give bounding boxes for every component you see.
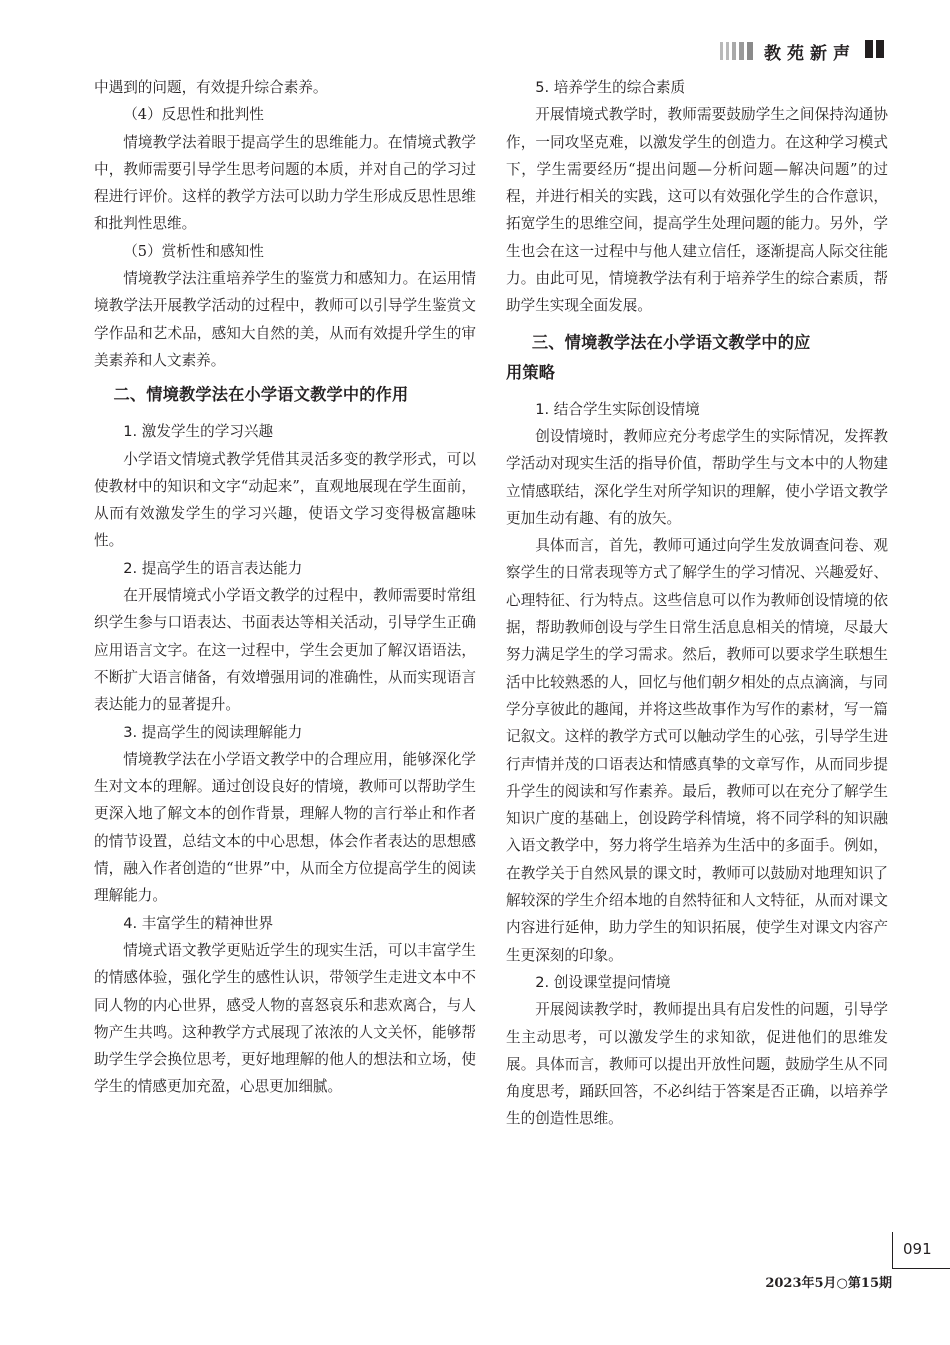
- subheading: 2. 提高学生的语言表达能力: [123, 559, 303, 577]
- subheading: 3. 提高学生的阅读理解能力: [123, 723, 303, 741]
- running-header: [720, 36, 884, 66]
- subheading: 2. 创设课堂提问情境: [535, 973, 671, 991]
- header-solid-bars: [862, 40, 884, 62]
- paragraph: 情境教学法注重培养学生的鉴赏力和感知力。在运用情境教学法开展教学活动的过程中，教师可以引导学生鉴赏文学作品和艺术品，感知大自然的美，从而有效提升学生的审美素养和人文素养。: [94, 270, 476, 369]
- page-number-box: [892, 1232, 950, 1269]
- paragraph: 小学语文情境式教学凭借其灵活多变的教学形式，可以使教材中的知识和文字“动起来”，直观地展现在学生面前，从而有效激发学生的学习兴趣，使语文学习变得极富趣味性。: [94, 450, 476, 550]
- section-heading-3-line1: 三、情境教学法在小学语文教学中的应: [531, 332, 811, 352]
- paragraph: 创设情境时，教师应充分考虑学生的实际情况，发挥教学活动对现实生活的指导价值，帮助学生与文本中的人物建立情感联结，深化学生对所学知识的理解，使小学语文教学更加生动有趣、有的放矢。: [506, 427, 888, 527]
- subheading: （4）反思性和批判性: [123, 106, 264, 124]
- paragraph: 中遇到的问题，有效提升综合素养。: [94, 79, 328, 96]
- paragraph: 情境式语文教学更贴近学生的现实生活，可以丰富学生的情感体验，强化学生的感性认识，带领学生走进文本中不同人物的内心世界，感受人物的喜怒哀乐和悲欢离合，与人物产生共鸣。这种教学方式展现了浓浓的人文关怀，能够帮助学生学会换位思考，更好地理解的他人的想法和立场，使学生的情感更加充盈，心思更加细腻。: [94, 941, 476, 1096]
- column-title: 教苑新声: [764, 43, 856, 64]
- subheading: 4. 丰富学生的精神世界: [123, 914, 274, 932]
- page-number: 091: [903, 1240, 932, 1258]
- subheading: 5. 培养学生的综合素质: [535, 79, 686, 96]
- header-gradient-bars: [720, 42, 756, 60]
- subheading: 1. 结合学生实际创设情境: [535, 400, 700, 418]
- subheading: 1. 激发学生的学习兴趣: [123, 423, 274, 441]
- paragraph: 情境教学法在小学语文教学中的合理应用，能够深化学生对文本的理解。通过创设良好的情境，教师可以帮助学生更深入地了解文本的创作背景，理解人物的言行举止和作者的情节设置，总结文本的中心思想，体会作者表达的思想感情，融入作者创造的“世界”中，从而全方位提高学生的阅读理解能力。: [94, 750, 476, 905]
- left-column: [94, 74, 476, 1101]
- section-heading-2: 二、情境教学法在小学语文教学中的作用: [113, 385, 409, 405]
- paragraph: 开展阅读教学时，教师提出具有启发性的问题，引导学生主动思考，可以激发学生的求知欲，促进他们的思维发展。具体而言，教师可以提出开放性问题，鼓励学生从不同角度思考，踊跃回答，不必纠结于答案是否正确，以培养学生的创造性思维。: [506, 1001, 888, 1128]
- paragraph: 在开展情境式小学语文教学的过程中，教师需要时常组织学生参与口语表达、书面表达等相关活动，引导学生正确应用语言文字。在这一过程中，学生会更加了解汉语语法，不断扩大语言储备，有效增强用词的准确性，从而实现语言表达能力的显著提升。: [94, 587, 476, 714]
- paragraph: 情境教学法着眼于提高学生的思维能力。在情境式教学中，教师需要引导学生思考问题的本质，并对自己的学习过程进行评价。这样的教学方法可以助力学生形成反思性思维和批判性思维。: [94, 133, 476, 233]
- subheading: （5）赏析性和感知性: [123, 242, 264, 260]
- section-heading-3: [506, 328, 888, 388]
- paragraph: 开展情境式教学时，教师需要鼓励学生之间保持沟通协作，一同攻坚克难，以激发学生的创造力。在这种学习模式下，学生需要经历“提出问题—分析问题—解决问题”的过程，并进行相关的实践，这可以有效强化学生的合作意识，拓宽学生的思维空间，提高学生处理问题的能力。另外，学生也会在这一过程中与他人建立信任，逐渐提高人际交往能力。由此可见，情境教学法有利于培养学生的综合素质，帮助学生实现全面发展。: [506, 106, 888, 315]
- issue-info: 2023年5月○第15期: [765, 1276, 892, 1291]
- right-column: [506, 74, 888, 1133]
- section-heading-3-line2: 用策略: [506, 362, 556, 382]
- paragraph: 具体而言，首先，教师可通过向学生发放调查问卷、观察学生的日常表现等方式了解学生的学习情况、兴趣爱好、心理特征、行为特点。这些信息可以作为教师创设情境的依据，帮助教师创设与学生日常生活息息相关的情境，尽最大努力满足学生的学习需求。然后，教师可以要求学生联想生活中比较熟悉的人，回忆与他们朝夕相处的点点滴滴，与同学分享彼此的趣闻，并将这些故事作为写作的素材，写一篇记叙文。这样的教学方式可以触动学生的心弦，引导学生进行声情并茂的口语表达和情感真挚的文章写作，从而同步提升学生的阅读和写作素养。最后，教师可以在充分了解学生知识广度的基础上，创设跨学科情境，将不同学科的知识融入语文教学中，努力将学生培养为生活中的多面手。例如，在教学关于自然风景的课文时，教师可以鼓励对地理知识了解较深的学生介绍本地的自然特征和人文特征，从而对课文内容进行延伸，助力学生的知识拓展，使学生对课文内容产生更深刻的印象。: [506, 537, 888, 964]
